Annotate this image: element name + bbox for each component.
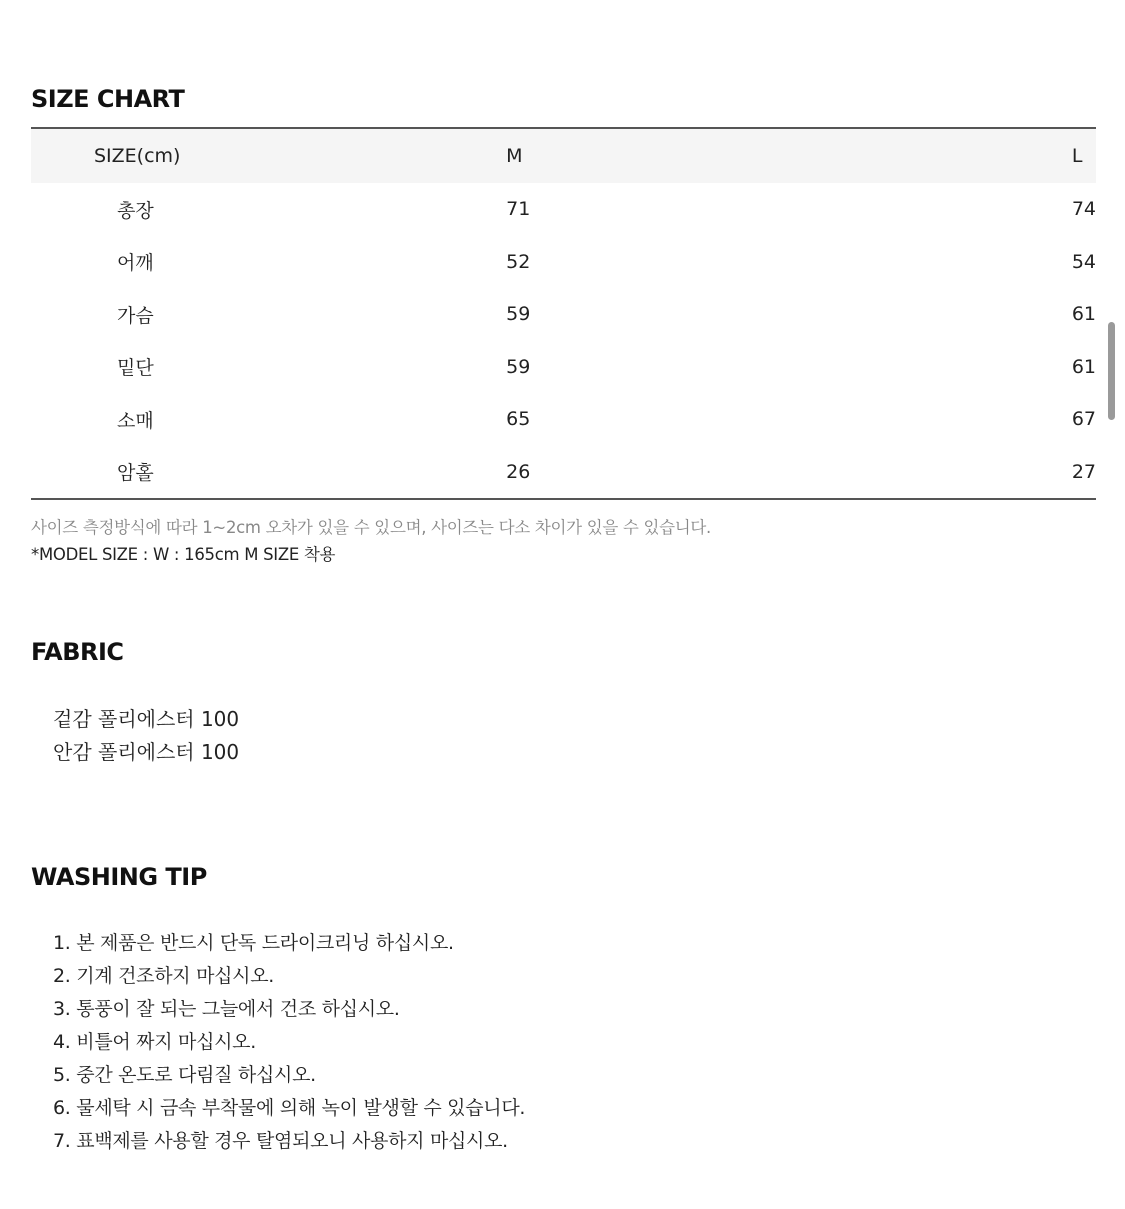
size-chart-header-row	[31, 128, 1096, 183]
measure-label: 총장	[117, 199, 154, 222]
washing-tip-list	[53, 927, 525, 1158]
size-chart-table	[31, 127, 1096, 500]
list-item: 1. 본 제품은 반드시 단독 드라이크리닝 하십시오.	[53, 932, 454, 954]
measure-m-value: 26	[300, 446, 862, 500]
table-row	[31, 236, 1096, 289]
list-item: 7. 표백제를 사용할 경우 탈염되오니 사용하지 마십시오.	[53, 1130, 508, 1152]
list-item: 4. 비틀어 짜지 마십시오.	[53, 1031, 256, 1053]
fabric-list	[53, 703, 239, 769]
washing-tip-title: WASHING TIP	[31, 863, 207, 891]
measure-l-value: 74	[1071, 198, 1096, 221]
measure-label: 어깨	[117, 252, 154, 275]
list-item: 안감 폴리에스터 100	[53, 740, 240, 764]
table-row	[31, 341, 1096, 394]
scrollbar-thumb[interactable]	[1108, 322, 1115, 420]
size-header-label: SIZE(cm)	[31, 128, 300, 183]
measure-l-value: 61	[1071, 303, 1096, 326]
size-header-m: M	[300, 128, 862, 183]
fabric-title: FABRIC	[31, 638, 124, 666]
measure-m-value: 65	[506, 408, 531, 431]
model-size-note: *MODEL SIZE : W : 165cm M SIZE 착용	[31, 545, 336, 564]
list-item: 6. 물세탁 시 금속 부착물에 의해 녹이 발생할 수 있습니다.	[53, 1097, 526, 1119]
measure-l-value: 54	[1071, 250, 1096, 273]
measure-l-value: 27	[862, 446, 1096, 500]
measure-m-value: 71	[506, 198, 531, 221]
table-row	[31, 393, 1096, 446]
size-disclaimer-note: 사이즈 측정방식에 따라 1~2cm 오차가 있을 수 있으며, 사이즈는 다소 차이가 있을 수 있습니다.	[31, 518, 712, 537]
list-item: 5. 중간 온도로 다림질 하십시오.	[53, 1064, 316, 1086]
list-item: 2. 기계 건조하지 마십시오.	[53, 965, 275, 987]
measure-l-value: 67	[1071, 408, 1096, 431]
measure-m-value: 59	[506, 355, 531, 378]
list-item: 겉감 폴리에스터 100	[53, 707, 240, 731]
measure-l-value: 61	[1071, 355, 1096, 378]
measure-label: 암홀	[31, 446, 300, 500]
size-chart-title: SIZE CHART	[31, 85, 185, 113]
measure-label: 밑단	[117, 357, 154, 380]
list-item: 3. 통풍이 잘 되는 그늘에서 건조 하십시오.	[53, 998, 400, 1020]
measure-m-value: 59	[506, 303, 531, 326]
measure-label: 가슴	[117, 304, 154, 327]
table-row	[31, 183, 1096, 236]
table-row	[31, 288, 1096, 341]
measure-m-value: 52	[506, 250, 531, 273]
measure-label: 소매	[117, 409, 154, 432]
size-header-l: L	[862, 128, 1096, 183]
table-row	[31, 446, 1096, 500]
